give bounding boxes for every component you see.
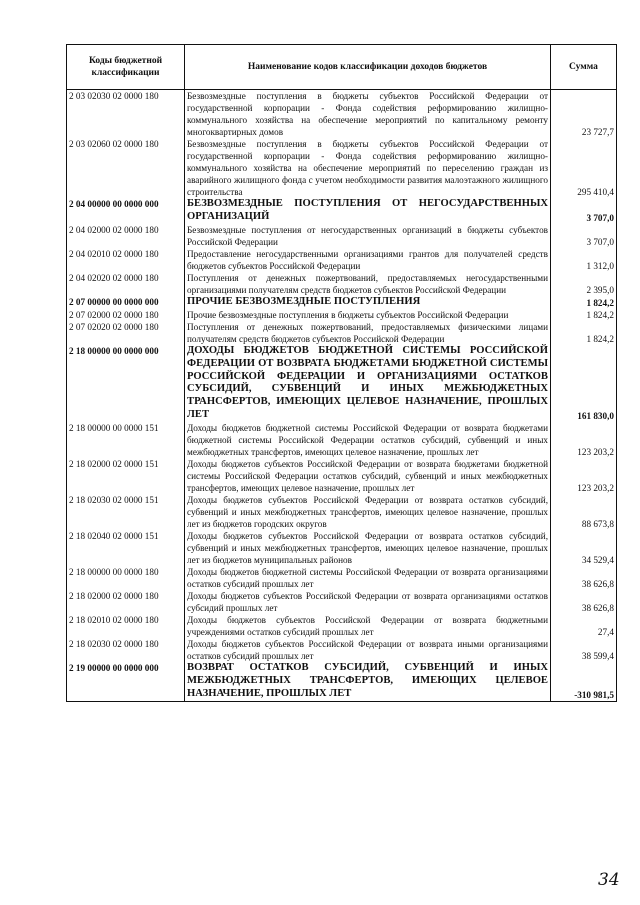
table-row xyxy=(67,345,617,422)
table-row xyxy=(67,530,617,566)
table-body xyxy=(67,90,617,702)
cell-name: Предоставление негосударственными организациями грантов для получателей средств бюджетов субъектов Российской Федерации xyxy=(185,248,551,272)
cell-code: 2 07 02020 02 0000 180 xyxy=(67,321,185,345)
table-row xyxy=(67,138,617,198)
cell-name: Прочие безвозмездные поступления в бюджеты субъектов Российской Федерации xyxy=(185,309,551,321)
header-name: Наименование кодов классификации доходов бюджетов xyxy=(185,45,551,90)
cell-sum: -310 981,5 xyxy=(551,662,617,701)
table-row xyxy=(67,272,617,296)
cell-code: 2 18 02000 02 0000 151 xyxy=(67,458,185,494)
table-row xyxy=(67,321,617,345)
header-code: Коды бюджетной классификации xyxy=(67,45,185,90)
cell-name: Доходы бюджетов бюджетной системы Российской Федерации от возврата организациями остатков субсидий прошлых лет xyxy=(185,566,551,590)
cell-code: 2 18 02000 02 0000 180 xyxy=(67,590,185,614)
cell-code: 2 04 02000 02 0000 180 xyxy=(67,224,185,248)
cell-code: 2 18 02030 02 0000 180 xyxy=(67,638,185,662)
table-row xyxy=(67,566,617,590)
cell-name: БЕЗВОЗМЕЗДНЫЕ ПОСТУПЛЕНИЯ ОТ НЕГОСУДАРСТВЕННЫХ ОРГАНИЗАЦИЙ xyxy=(185,198,551,224)
table-row xyxy=(67,590,617,614)
cell-code: 2 18 02010 02 0000 180 xyxy=(67,614,185,638)
cell-code: 2 18 00000 00 0000 180 xyxy=(67,566,185,590)
table-row xyxy=(67,248,617,272)
table-header-row xyxy=(67,45,617,90)
cell-code: 2 04 02020 02 0000 180 xyxy=(67,272,185,296)
table-row xyxy=(67,494,617,530)
cell-name: Безвозмездные поступления в бюджеты субъектов Российской Федерации от государственной корпорации - Фонда содействия реформированию жилищно-коммунального хозяйства на обеспечение мероприятий по капитальному ремонту многоквартирных домов xyxy=(185,90,551,139)
cell-code: 2 07 02000 02 0000 180 xyxy=(67,309,185,321)
table-row xyxy=(67,309,617,321)
cell-sum: 295 410,4 xyxy=(551,138,617,198)
cell-name: Безвозмездные поступления в бюджеты субъектов Российской Федерации от государственной корпорации - Фонда содействия реформированию жилищно-коммунального хозяйства на обеспечение мероприятий по переселению граждан из аварийного жилищного фонда с учетом необходимости развития малоэтажного жилищного строительства xyxy=(185,138,551,198)
cell-sum: 123 203,2 xyxy=(551,422,617,458)
cell-sum: 88 673,8 xyxy=(551,494,617,530)
page-number: 34 xyxy=(598,870,620,890)
table-row xyxy=(67,638,617,662)
cell-sum: 27,4 xyxy=(551,614,617,638)
cell-sum: 23 727,7 xyxy=(551,90,617,139)
cell-sum: 1 824,2 xyxy=(551,321,617,345)
cell-code: 2 19 00000 00 0000 000 xyxy=(67,662,185,701)
cell-code: 2 03 02030 02 0000 180 xyxy=(67,90,185,139)
cell-code: 2 04 00000 00 0000 000 xyxy=(67,198,185,224)
cell-sum: 1 312,0 xyxy=(551,248,617,272)
cell-sum: 3 707,0 xyxy=(551,224,617,248)
table-row xyxy=(67,224,617,248)
cell-code: 2 18 02040 02 0000 151 xyxy=(67,530,185,566)
cell-name: Поступления от денежных пожертвований, предоставляемых негосударственными организациями получателям средств бюджетов субъектов Российской Федерации xyxy=(185,272,551,296)
cell-sum: 2 395,0 xyxy=(551,272,617,296)
budget-table xyxy=(66,44,617,702)
cell-code: 2 03 02060 02 0000 180 xyxy=(67,138,185,198)
cell-sum: 34 529,4 xyxy=(551,530,617,566)
cell-sum: 123 203,2 xyxy=(551,458,617,494)
cell-sum: 38 599,4 xyxy=(551,638,617,662)
cell-name: Безвозмездные поступления от негосударственных организаций в бюджеты субъектов Российской Федерации xyxy=(185,224,551,248)
table-row xyxy=(67,422,617,458)
cell-name: Доходы бюджетов субъектов Российской Федерации от возврата иными организациями остатков субсидий прошлых лет xyxy=(185,638,551,662)
table-row xyxy=(67,458,617,494)
cell-sum: 1 824,2 xyxy=(551,309,617,321)
cell-sum: 1 824,2 xyxy=(551,296,617,309)
table-row xyxy=(67,198,617,224)
cell-name: Доходы бюджетов субъектов Российской Федерации от возврата бюджетными учреждениями остатков субсидий прошлых лет xyxy=(185,614,551,638)
header-sum: Сумма xyxy=(551,45,617,90)
cell-code: 2 07 00000 00 0000 000 xyxy=(67,296,185,309)
cell-code: 2 18 02030 02 0000 151 xyxy=(67,494,185,530)
cell-name: Доходы бюджетов субъектов Российской Федерации от возврата организациями остатков субсидий прошлых лет xyxy=(185,590,551,614)
cell-name: Доходы бюджетов субъектов Российской Федерации от возврата остатков субсидий, субвенций и иных межбюджетных трансфертов, имеющих целевое назначение, прошлых лет из бюджетов муниципальных районов xyxy=(185,530,551,566)
cell-code: 2 18 00000 00 0000 151 xyxy=(67,422,185,458)
cell-code: 2 04 02010 02 0000 180 xyxy=(67,248,185,272)
table-row xyxy=(67,614,617,638)
cell-sum: 38 626,8 xyxy=(551,590,617,614)
cell-name: ДОХОДЫ БЮДЖЕТОВ БЮДЖЕТНОЙ СИСТЕМЫ РОССИЙСКОЙ ФЕДЕРАЦИИ ОТ ВОЗВРАТА БЮДЖЕТАМИ БЮДЖЕТНОЙ СИСТЕМЫ РОССИЙСКОЙ ФЕДЕРАЦИИ И ОРГАНИЗАЦИЯМИ ОСТАТКОВ СУБСИДИЙ, СУБВЕНЦИЙ И ИНЫХ МЕЖБЮДЖЕТНЫХ ТРАНСФЕРТОВ, ИМЕЮЩИХ ЦЕЛЕВОЕ НАЗНАЧЕНИЕ, ПРОШЛЫХ ЛЕТ xyxy=(185,345,551,422)
cell-code: 2 18 00000 00 0000 000 xyxy=(67,345,185,422)
cell-name: Доходы бюджетов субъектов Российской Федерации от возврата остатков субсидий, субвенций и иных межбюджетных трансфертов, имеющих целевое назначение, прошлых лет из бюджетов городских округов xyxy=(185,494,551,530)
cell-name: ПРОЧИЕ БЕЗВОЗМЕЗДНЫЕ ПОСТУПЛЕНИЯ xyxy=(185,296,551,309)
cell-sum: 38 626,8 xyxy=(551,566,617,590)
cell-name: Доходы бюджетов субъектов Российской Федерации от возврата бюджетами бюджетной системы Российской Федерации остатков субсидий, субвенций и иных межбюджетных трансфертов, имеющих целевое назначение, прошлых лет xyxy=(185,458,551,494)
table-row xyxy=(67,662,617,701)
cell-name: Поступления от денежных пожертвований, предоставляемых физическими лицами получателям средств бюджетов субъектов Российской Федерации xyxy=(185,321,551,345)
table-row xyxy=(67,90,617,139)
table-row xyxy=(67,296,617,309)
cell-name: Доходы бюджетов бюджетной системы Российской Федерации от возврата бюджетами бюджетной системы Российской Федерации остатков субсидий, субвенций и иных межбюджетных трансфертов, имеющих целевое назначение, прошлых лет xyxy=(185,422,551,458)
cell-sum: 161 830,0 xyxy=(551,345,617,422)
cell-name: ВОЗВРАТ ОСТАТКОВ СУБСИДИЙ, СУБВЕНЦИЙ И ИНЫХ МЕЖБЮДЖЕТНЫХ ТРАНСФЕРТОВ, ИМЕЮЩИХ ЦЕЛЕВОЕ НАЗНАЧЕНИЕ, ПРОШЛЫХ ЛЕТ xyxy=(185,662,551,701)
cell-sum: 3 707,0 xyxy=(551,198,617,224)
